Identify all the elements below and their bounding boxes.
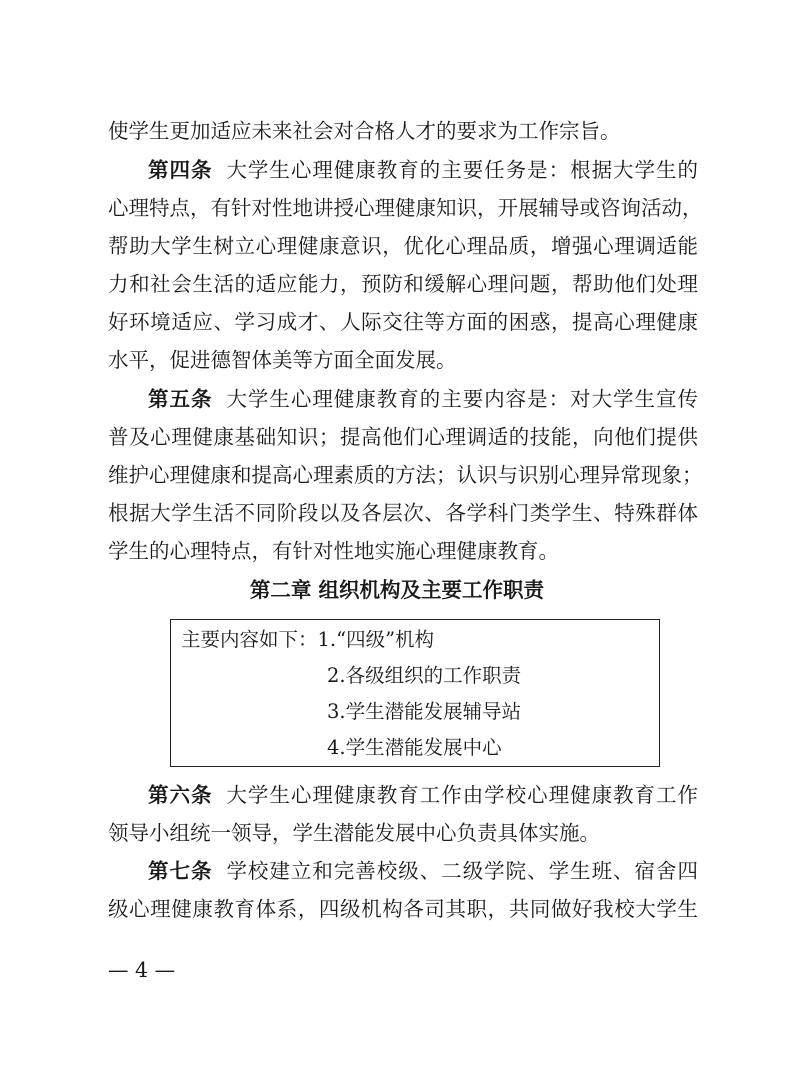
article-4-text: 大学生心理健康教育的主要任务是：根据大学生的 [226, 158, 698, 182]
article-7-label: 第七条 [148, 859, 213, 883]
summary-item: 1.“四级”机构 [317, 628, 435, 651]
summary-item: 3.学生潜能发展辅导站 [327, 700, 522, 723]
body-text-line: 水平，促进德智体美等方面全面发展。 [108, 348, 457, 372]
article-6-label: 第六条 [148, 783, 213, 807]
body-text-line: 级心理健康教育体系，四级机构各司其职，共同做好我校大学生 [108, 897, 698, 921]
article-7-text: 学校建立和完善校级、二级学院、学生班、宿舍四 [226, 859, 698, 883]
summary-intro-text: 主要内容如下： [181, 628, 318, 651]
body-text-line: 维护心理健康和提高心理素质的方法；认识与识别心理异常现象； [108, 463, 703, 487]
body-text-line: 心理特点，有针对性地讲授心理健康知识，开展辅导或咨询活动， [108, 196, 703, 220]
article-6-text: 大学生心理健康教育工作由学校心理健康教育工作 [226, 783, 698, 807]
chapter-heading: 第二章 组织机构及主要工作职责 [249, 578, 545, 602]
summary-box [170, 619, 660, 767]
summary-item: 2.各级组织的工作职责 [327, 664, 522, 687]
summary-intro [181, 622, 434, 658]
body-text-line: 学生的心理特点，有针对性地实施心理健康教育。 [108, 539, 559, 563]
body-text-line: 帮助大学生树立心理健康意识，优化心理品质，增强心理调适能 [108, 234, 698, 258]
article-5-label: 第五条 [148, 387, 213, 411]
body-text-line: 力和社会生活的适应能力，预防和缓解心理问题，帮助他们处理 [108, 272, 698, 296]
article-5-text: 大学生心理健康教育的主要内容是：对大学生宣传 [226, 387, 698, 411]
article-7-first-line [148, 852, 698, 890]
article-6-first-line [148, 776, 698, 814]
body-text-line: 普及心理健康基础知识；提高他们心理调适的技能，向他们提供 [108, 425, 698, 449]
body-text-line: 使学生更加适应未来社会对合格人才的要求为工作宗旨。 [108, 119, 621, 143]
summary-item: 4.学生潜能发展中心 [327, 736, 502, 759]
body-text-line: 根据大学生活不同阶段以及各层次、各学科门类学生、特殊群体 [108, 501, 698, 525]
article-4-label: 第四条 [148, 158, 213, 182]
body-text-line: 好环境适应、学习成才、人际交往等方面的困惑，提高心理健康 [108, 310, 698, 334]
article-4-first-line [148, 151, 698, 189]
page-number: — 4 — [108, 958, 176, 982]
article-5-first-line [148, 380, 698, 418]
body-text-line: 领导小组统一领导，学生潜能发展中心负责具体实施。 [108, 821, 600, 845]
